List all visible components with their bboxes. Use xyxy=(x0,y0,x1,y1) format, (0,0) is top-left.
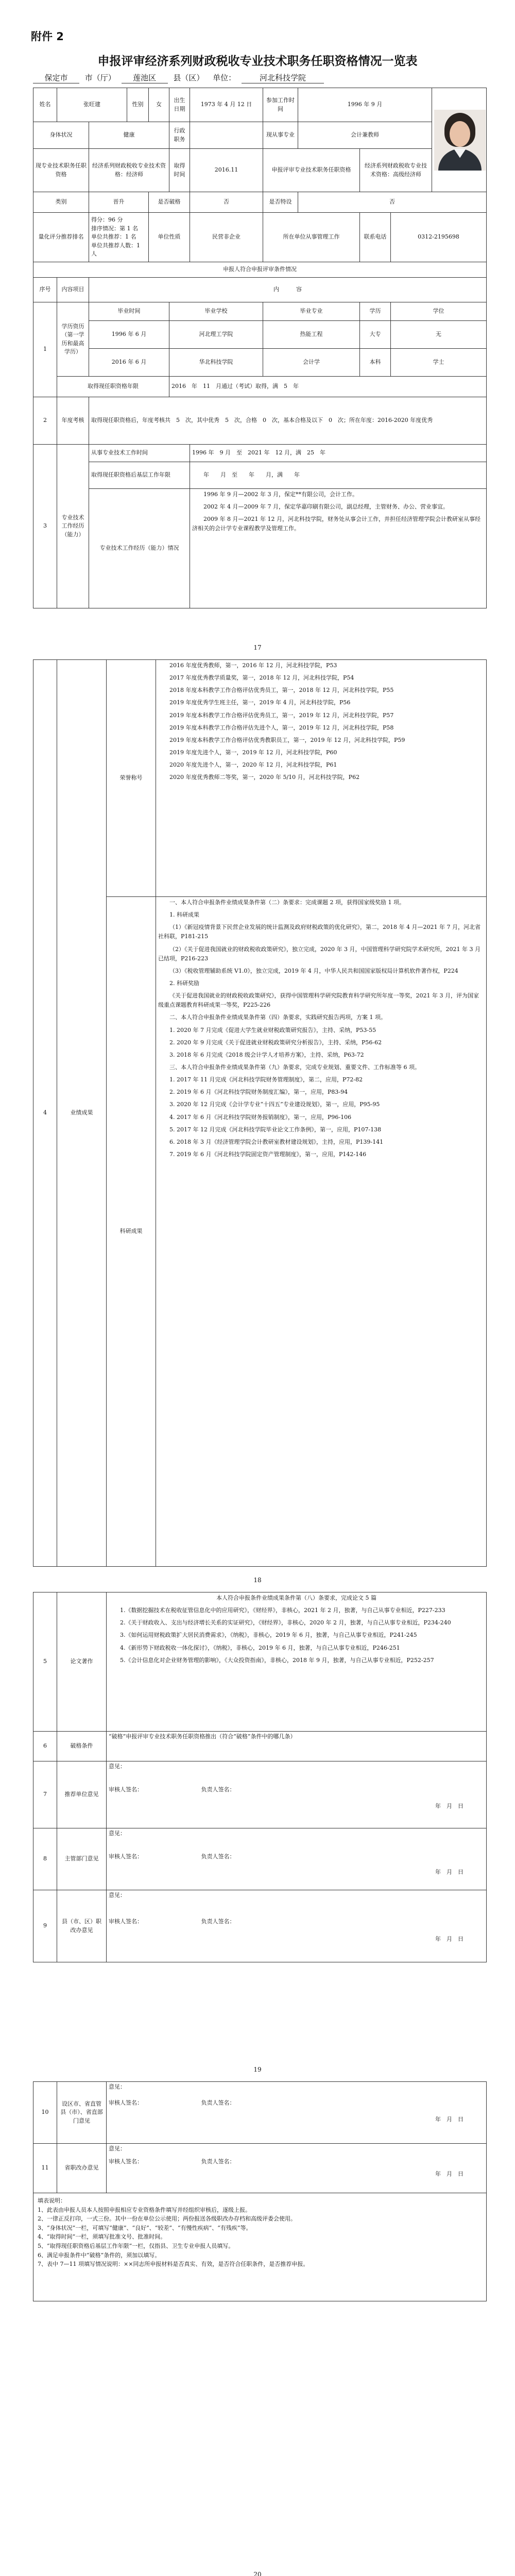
research-item: 2. 2019 年 6 月《河北科技学院财务制度汇编》，第一，应用，P83-94 xyxy=(169,1089,348,1096)
opinion-label: 意见： xyxy=(109,1830,126,1837)
county-opinion xyxy=(107,1890,487,1962)
fill-notes xyxy=(33,2193,487,2301)
note-item: 1、此表由申报人员本人按照申报相应专业资格条件填写并经组织审核后，逐级上报。 xyxy=(38,2206,251,2213)
edu-row-1-degree: 本科 xyxy=(360,349,391,377)
reviewer-signature: 审核人签名： xyxy=(109,1853,143,1860)
note-item: 7、表中 7—11 项填写情况说明：××同志所申报材料是否真实、有效，是否符合任职条件，是否推荐申报。 xyxy=(38,2261,309,2268)
conditions-section-title: 申报人符合申报评审条件情况 xyxy=(33,262,487,278)
ability-item: 1996 年 9 月—2002 年 3 月，保定**有限公司，会计工作。 xyxy=(203,491,358,498)
opinion-label: 意见： xyxy=(109,2145,126,2152)
paper-item: 4.《新形势下财政税收一体化探讨》，《纳税》，非核心，2019 年 6 月，独著，与自己从事专业相近，P246-251 xyxy=(120,1644,400,1651)
ability-label: 专业技术工作经历（能力）情况 xyxy=(89,489,190,608)
phone-label: 联系电话 xyxy=(360,213,391,262)
county-label: 县（市、区）职改办意见 xyxy=(57,1890,107,1962)
experience-label: 专业技术工作经历（能力） xyxy=(57,445,89,608)
work-value: 1996 年 9 月 xyxy=(298,88,432,122)
leader-signature: 负责人签名： xyxy=(201,2158,235,2165)
city-opinion xyxy=(107,2082,487,2144)
col-no-header: 序号 xyxy=(33,278,57,302)
research-list xyxy=(156,897,487,1567)
office-opinion xyxy=(107,2144,487,2193)
note-item: 5、“取得现任职资格后基层工作年限”一栏，仅指县、卫生专业申报人员填写。 xyxy=(38,2242,234,2249)
apply-qualification-label: 申报评审专业技术职务任职资格 xyxy=(263,149,360,192)
research-item: 3. 2020 年 12 月完成《会计学专业“十四五”专业建设规划》，第一，应用，P95-95 xyxy=(169,1101,380,1108)
office-opinion-label: 省职改办意见 xyxy=(57,2144,107,2193)
honor-item: 2018 年度本科教学工作合格评估优秀员工，第一，2018 年 12 月，河北科技学院，P55 xyxy=(169,687,394,694)
papers-and-sign-table xyxy=(33,1592,487,1962)
phone-value: 0312-2195698 xyxy=(391,213,487,262)
name-value: 张旺建 xyxy=(57,88,127,122)
research-item: 3. 2018 年 6 月完成《2018 级会计学人才培养方案》，主持、采纳，P63-72 xyxy=(169,1051,364,1058)
edu-header-1: 毕业学校 xyxy=(169,302,263,321)
exam-text: 取得现任职资格后，年度考核共 5 次，其中优秀 5 次，合格 0 次，基本合格及以下 0 次；所在年度：2016-2020 年度优秀 xyxy=(89,397,487,445)
ability-text xyxy=(190,489,487,608)
base-years-value: 年 月 至 年 月，满 年 xyxy=(190,462,487,489)
research-item: 1. 科研成果 xyxy=(169,911,199,919)
reviewer-signature: 审核人签名： xyxy=(109,2099,143,2106)
honor-item: 2019 年度本科教学工作合格评估优秀教职员工，第一，2019 年 12 月，河北科技学院，P59 xyxy=(169,736,405,743)
edu-header-0: 毕业时间 xyxy=(89,302,169,321)
leader-signature: 负责人签名： xyxy=(201,1853,235,1860)
office-no: 11 xyxy=(33,2144,57,2193)
achievements-table xyxy=(33,659,487,1567)
edu-no: 1 xyxy=(33,302,57,397)
city-unit-label: 市（厅） xyxy=(84,73,116,82)
birth-label: 出生日期 xyxy=(169,88,190,122)
recommend-opinion xyxy=(107,1761,487,1828)
honor-item: 2020 年度先进个人，第一，2020 年 12 月，河北科技学院，P61 xyxy=(169,761,337,769)
obtain-time-label: 取得时间 xyxy=(169,149,190,192)
honor-item: 2020 年度优秀教师二等奖，第一，2020 年 5/10 月，河北科技学院，P62 xyxy=(169,774,360,781)
leader-signature: 负责人签名： xyxy=(201,1786,235,1793)
admin-label: 行政职务 xyxy=(169,122,190,149)
special-label: 是否特设 xyxy=(263,192,298,213)
county-no: 9 xyxy=(33,1890,57,1962)
edu-header-3: 学历 xyxy=(360,302,391,321)
evaluation-label: 量化评分推荐排名 xyxy=(33,213,89,262)
experience-no: 3 xyxy=(33,445,57,608)
paper-item: 2.《关于财政收入、支出与经济增长关系的实证研究》，《财经界》，非核心，2020 年 2 月，独著，与自己从事专业相近，P234-240 xyxy=(120,1619,451,1626)
paper-item: 3.《如何运用财税政策扩大居民消费需求》，《纳税》，非核心，2019 年 6 月，独著，与自己从事专业相近，P241-245 xyxy=(120,1632,417,1639)
supervisor-opinion xyxy=(107,1828,487,1890)
reviewer-signature: 审核人签名： xyxy=(109,1786,143,1793)
research-item: 1. 2020 年 7 月完成《促进大学生就业财税政策研究报告》，主持、采纳，P53-55 xyxy=(169,1026,376,1033)
honor-item: 2016 年度优秀教师，第一，2016 年 12 月，河北科技学院，P53 xyxy=(169,662,337,669)
edu-row-1-title: 学士 xyxy=(391,349,487,377)
county-unit-label: 县（区） xyxy=(173,73,204,82)
health-value: 健康 xyxy=(89,122,169,149)
gender-value: 女 xyxy=(149,88,169,122)
opinion-label: 意见： xyxy=(109,2083,126,2090)
research-item: （3）《税收管理辅助系统 V1.0》，独立完成，2019 年 4 月，中华人民共和国国家版权局计算机软件著作权，P224 xyxy=(169,967,458,974)
birth-value: 1973 年 4 月 12 日 xyxy=(190,88,263,122)
research-item: 6. 2018 年 3 月《经济管理学院会计教研室教材建设规划》，主持，应用，P139-141 xyxy=(169,1138,384,1145)
reviewer-signature: 审核人签名： xyxy=(109,1918,143,1925)
notes-title: 填表说明： xyxy=(38,2197,66,2204)
research-item: 一、本人符合申报条件业绩成果条件第（二）条要求：完成课题 2 项，获得国家级奖励 1 项。 xyxy=(169,899,405,906)
research-item: （2）《关于促进我国就业的财政税收政策研究》，独立完成，2020 年 3 月，中国管理科学研究院学术研究所，2021 年 3 月已结项，P216-223 xyxy=(158,945,480,962)
page-number: 17 xyxy=(253,644,262,651)
gender-label: 性别 xyxy=(127,88,149,122)
honor-list xyxy=(156,660,487,897)
current-qualification-value: 经济系列财政税收专业技术资格：经济师 xyxy=(89,149,169,192)
county-value: 莲池区 xyxy=(122,72,168,83)
papers-no: 5 xyxy=(33,1592,57,1732)
institution-label: 所在单位从事管理工作 xyxy=(263,213,360,262)
base-years-label: 取得现任职资格后基层工作年限 xyxy=(89,462,190,489)
break-no: 6 xyxy=(33,1732,57,1761)
supervisor-label: 主管部门意见 xyxy=(57,1828,107,1890)
final-sign-table xyxy=(33,2081,487,2301)
note-item: 3、“身体状况”一栏，可填写“健康”、“良好”、“较差”、“有慢性疾病”、“有残疾”等。 xyxy=(38,2224,252,2231)
research-item: 1. 2017 年 11 月完成《河北科技学院财务管理制度》，第二，应用，P72-82 xyxy=(169,1076,363,1083)
paper-item: 5.《会计信息化对企业财务管理的影响》，《大众投资指南》，非核心，2018 年 9 月，独著，与自己从事专业相近，P252-257 xyxy=(120,1656,434,1664)
opinion-label: 意见： xyxy=(109,1892,126,1899)
city-no: 10 xyxy=(33,2082,57,2144)
category-label: 类别 xyxy=(33,192,89,213)
recommend-label: 推荐单位意见 xyxy=(57,1761,107,1828)
page-title: 申报评审经济系列财政税收专业技术职务任职资格情况一览表 xyxy=(97,55,418,68)
current-qualification-years-label: 取得现任职资格年限 xyxy=(57,377,169,397)
work-label: 参加工作时间 xyxy=(263,88,298,122)
break-label: 是否破格 xyxy=(149,192,190,213)
major-label: 现从事专业 xyxy=(263,122,298,149)
edu-row-0-degree: 大专 xyxy=(360,321,391,349)
research-item: 4. 2017 年 6 月《河北科技学院财务报销制度》，第一，应用，P96-106 xyxy=(169,1113,352,1121)
special-value: 否 xyxy=(298,192,487,213)
unit-type-label: 单位性质 xyxy=(149,213,190,262)
apply-qualification-value: 经济系列财政税收专业技术资格：高级经济师 xyxy=(360,149,432,192)
edu-row-0-school: 河北理工学院 xyxy=(169,321,263,349)
ability-item: 2009 年 8 月—2021 年 12 月，河北科技学院，财务处从事会计工作，并担任经济管理学院会计教研室从事经济相关的会计学专业课程教学及管理工作。 xyxy=(192,516,480,532)
edu-row-0-major: 热能工程 xyxy=(263,321,360,349)
edu-label: 学历资历（第一学历和最高学历） xyxy=(57,302,89,377)
note-item: 2、一律正反打印，一式三份。其中一份在单位公示使用；两份报送各级职改办存档和高级评委会使用。 xyxy=(38,2215,296,2223)
ability-item: 2002 年 4 月—2009 年 7 月，保定华嘉印刷有限公司，副总经理，主管财务、办公、营业事宜。 xyxy=(203,503,449,511)
work-years-label: 从事专业技术工作时间 xyxy=(89,445,190,462)
honor-item: 2019 年度先进个人，第一，2019 年 12 月，河北科技学院，P60 xyxy=(169,749,337,756)
unit-value: 河北科技学院 xyxy=(242,72,324,83)
edu-row-0-title: 无 xyxy=(391,321,487,349)
page-number: 20 xyxy=(253,2571,262,2576)
work-years-value: 1996 年 9 月 至 2021 年 12 月，满 25 年 xyxy=(190,445,487,462)
edu-row-1-major: 会计学 xyxy=(263,349,360,377)
sign-date: 年 月 日 xyxy=(435,2116,464,2123)
break-cond-text: “破格”申报评审专业技术职务任职资格推出（符合“破格”条件中的哪几条） xyxy=(107,1732,487,1761)
honor-item: 2019 年度本科教学工作合格评估先进个人，第一，2019 年 12 月，河北科技学院，P58 xyxy=(169,724,394,731)
edu-row-1-school: 华北科技学院 xyxy=(169,349,263,377)
current-qualification-years-value: 2016 年 11 月通过（考试）取得，满 5 年 xyxy=(169,377,487,397)
name-label: 姓名 xyxy=(33,88,57,122)
papers-label: 论文著作 xyxy=(57,1592,107,1732)
reviewer-signature: 审核人签名： xyxy=(109,2158,143,2165)
research-item: 三、本人符合申报条件业绩成果条件第（九）条要求，完成专业规划、重要文件、工作标准等 6 项。 xyxy=(169,1063,420,1071)
evaluation-value: 得分：96 分 排序情况：第 1 名 单位共推荐：1 名 单位共推荐人数：1 人 xyxy=(89,213,149,262)
achievements-no: 4 xyxy=(33,660,57,1567)
paper-item: 1.《数据挖掘技术在税收征管信息化中的应用研究》，《财经界》，非核心，2021 年 2 月，独著，与自己从事专业相近，P227-233 xyxy=(120,1607,445,1614)
unit-label: 单位： xyxy=(213,73,236,82)
recommend-no: 7 xyxy=(33,1761,57,1828)
photo-cell xyxy=(432,88,487,192)
edu-row-0-time: 1996 年 6 月 xyxy=(89,321,169,349)
break-cond-label: 破格条件 xyxy=(57,1732,107,1761)
research-item: 2. 2020 年 9 月完成《关于促进就业财税政策研究分析报告》，主持、采纳，P56-62 xyxy=(169,1039,382,1046)
research-item: 5. 2017 年 12 月完成《河北科技学院毕业论文工作条例》，第一，应用，P107-138 xyxy=(169,1126,382,1133)
opinion-label: 意见： xyxy=(109,1763,126,1770)
leader-signature: 负责人签名： xyxy=(201,1918,235,1925)
obtain-time-value: 2016.11 xyxy=(190,149,263,192)
break-value: 否 xyxy=(190,192,263,213)
research-item: （1）《新冠疫情背景下民营企业发展的统计监测及政府财税政策的优化研究》，第二，2018 年 4 月—2021 年 7 月，河北省社科联，P181-215 xyxy=(158,924,480,940)
sign-date: 年 月 日 xyxy=(435,1936,464,1942)
leader-signature: 负责人签名： xyxy=(201,2099,235,2106)
page-number: 18 xyxy=(253,1577,262,1584)
honor-item: 2019 年度优秀学生班主任，第一，2019 年 4 月，河北科技学院，P56 xyxy=(169,699,351,706)
sign-date: 年 月 日 xyxy=(435,2171,464,2177)
major-value: 会计兼教师 xyxy=(298,122,432,149)
research-item: 7. 2019 年 6 月《河北科技学院固定资产管理制度》，第一，应用，P142-146 xyxy=(169,1150,367,1158)
category-value: 晋升 xyxy=(89,192,149,213)
admin-value xyxy=(190,122,263,149)
city-value: 保定市 xyxy=(33,72,79,83)
sign-date: 年 月 日 xyxy=(435,1803,464,1809)
honor-label: 荣誉称号 xyxy=(107,660,156,897)
current-qualification-label: 现专业技术职务任职资格 xyxy=(33,149,89,192)
papers-intro: 本人符合申报条件业绩成果条件第（八）条要求，完成论文 5 篇 xyxy=(216,1595,376,1601)
party-value: 民营非企业 xyxy=(190,213,263,262)
achievements-label: 业绩成果 xyxy=(57,660,107,1567)
attachment-label: 附件 2 xyxy=(31,30,64,43)
exam-label: 年度考核 xyxy=(57,397,89,445)
edu-row-1-time: 2016 年 6 月 xyxy=(89,349,169,377)
exam-no: 2 xyxy=(33,397,57,445)
applicant-photo xyxy=(434,110,486,171)
supervisor-no: 8 xyxy=(33,1828,57,1890)
col-content-header: 内 容 xyxy=(89,278,487,302)
col-item-header: 内容项目 xyxy=(57,278,89,302)
papers-list xyxy=(107,1592,487,1732)
edu-header-2: 毕业专业 xyxy=(263,302,360,321)
note-item: 6、满足申报条件中“破格”条件的，须加以填写。 xyxy=(38,2251,161,2259)
city-opinion-label: 设区市、省直管县（市）、省直部门意见 xyxy=(57,2082,107,2144)
honor-item: 2017 年度优秀教学质量奖，第一，2018 年 12 月，河北科技学院，P54 xyxy=(169,674,354,682)
honor-item: 2019 年度本科教学工作合格评估优秀员工，第一，2019 年 12 月，河北科技学院，P57 xyxy=(169,711,394,719)
info-table-page-1 xyxy=(33,88,487,608)
region-line xyxy=(33,72,324,83)
sign-date: 年 月 日 xyxy=(435,1869,464,1875)
research-item: 二、本人符合申报条件业绩成果条件第（四）条要求，实践研究报告两项，方案 1 项。 xyxy=(169,1014,386,1021)
research-item: 《关于促进我国就业的财政税收政策研究》，获得中国管理科学研究院教育科学研究所年度一等奖，2021 年 3 月，评为国家级重点课题教育科研成果一等奖，P225-226 xyxy=(158,992,479,1009)
note-item: 4、“取得时间”一栏，须填写批准文号、批准时间。 xyxy=(38,2233,166,2241)
research-label: 科研成果 xyxy=(107,897,156,1567)
health-label: 身体状况 xyxy=(33,122,89,149)
page-number: 19 xyxy=(253,2066,262,2073)
research-item: 2. 科研奖励 xyxy=(169,979,199,987)
edu-header-4: 学位 xyxy=(391,302,487,321)
